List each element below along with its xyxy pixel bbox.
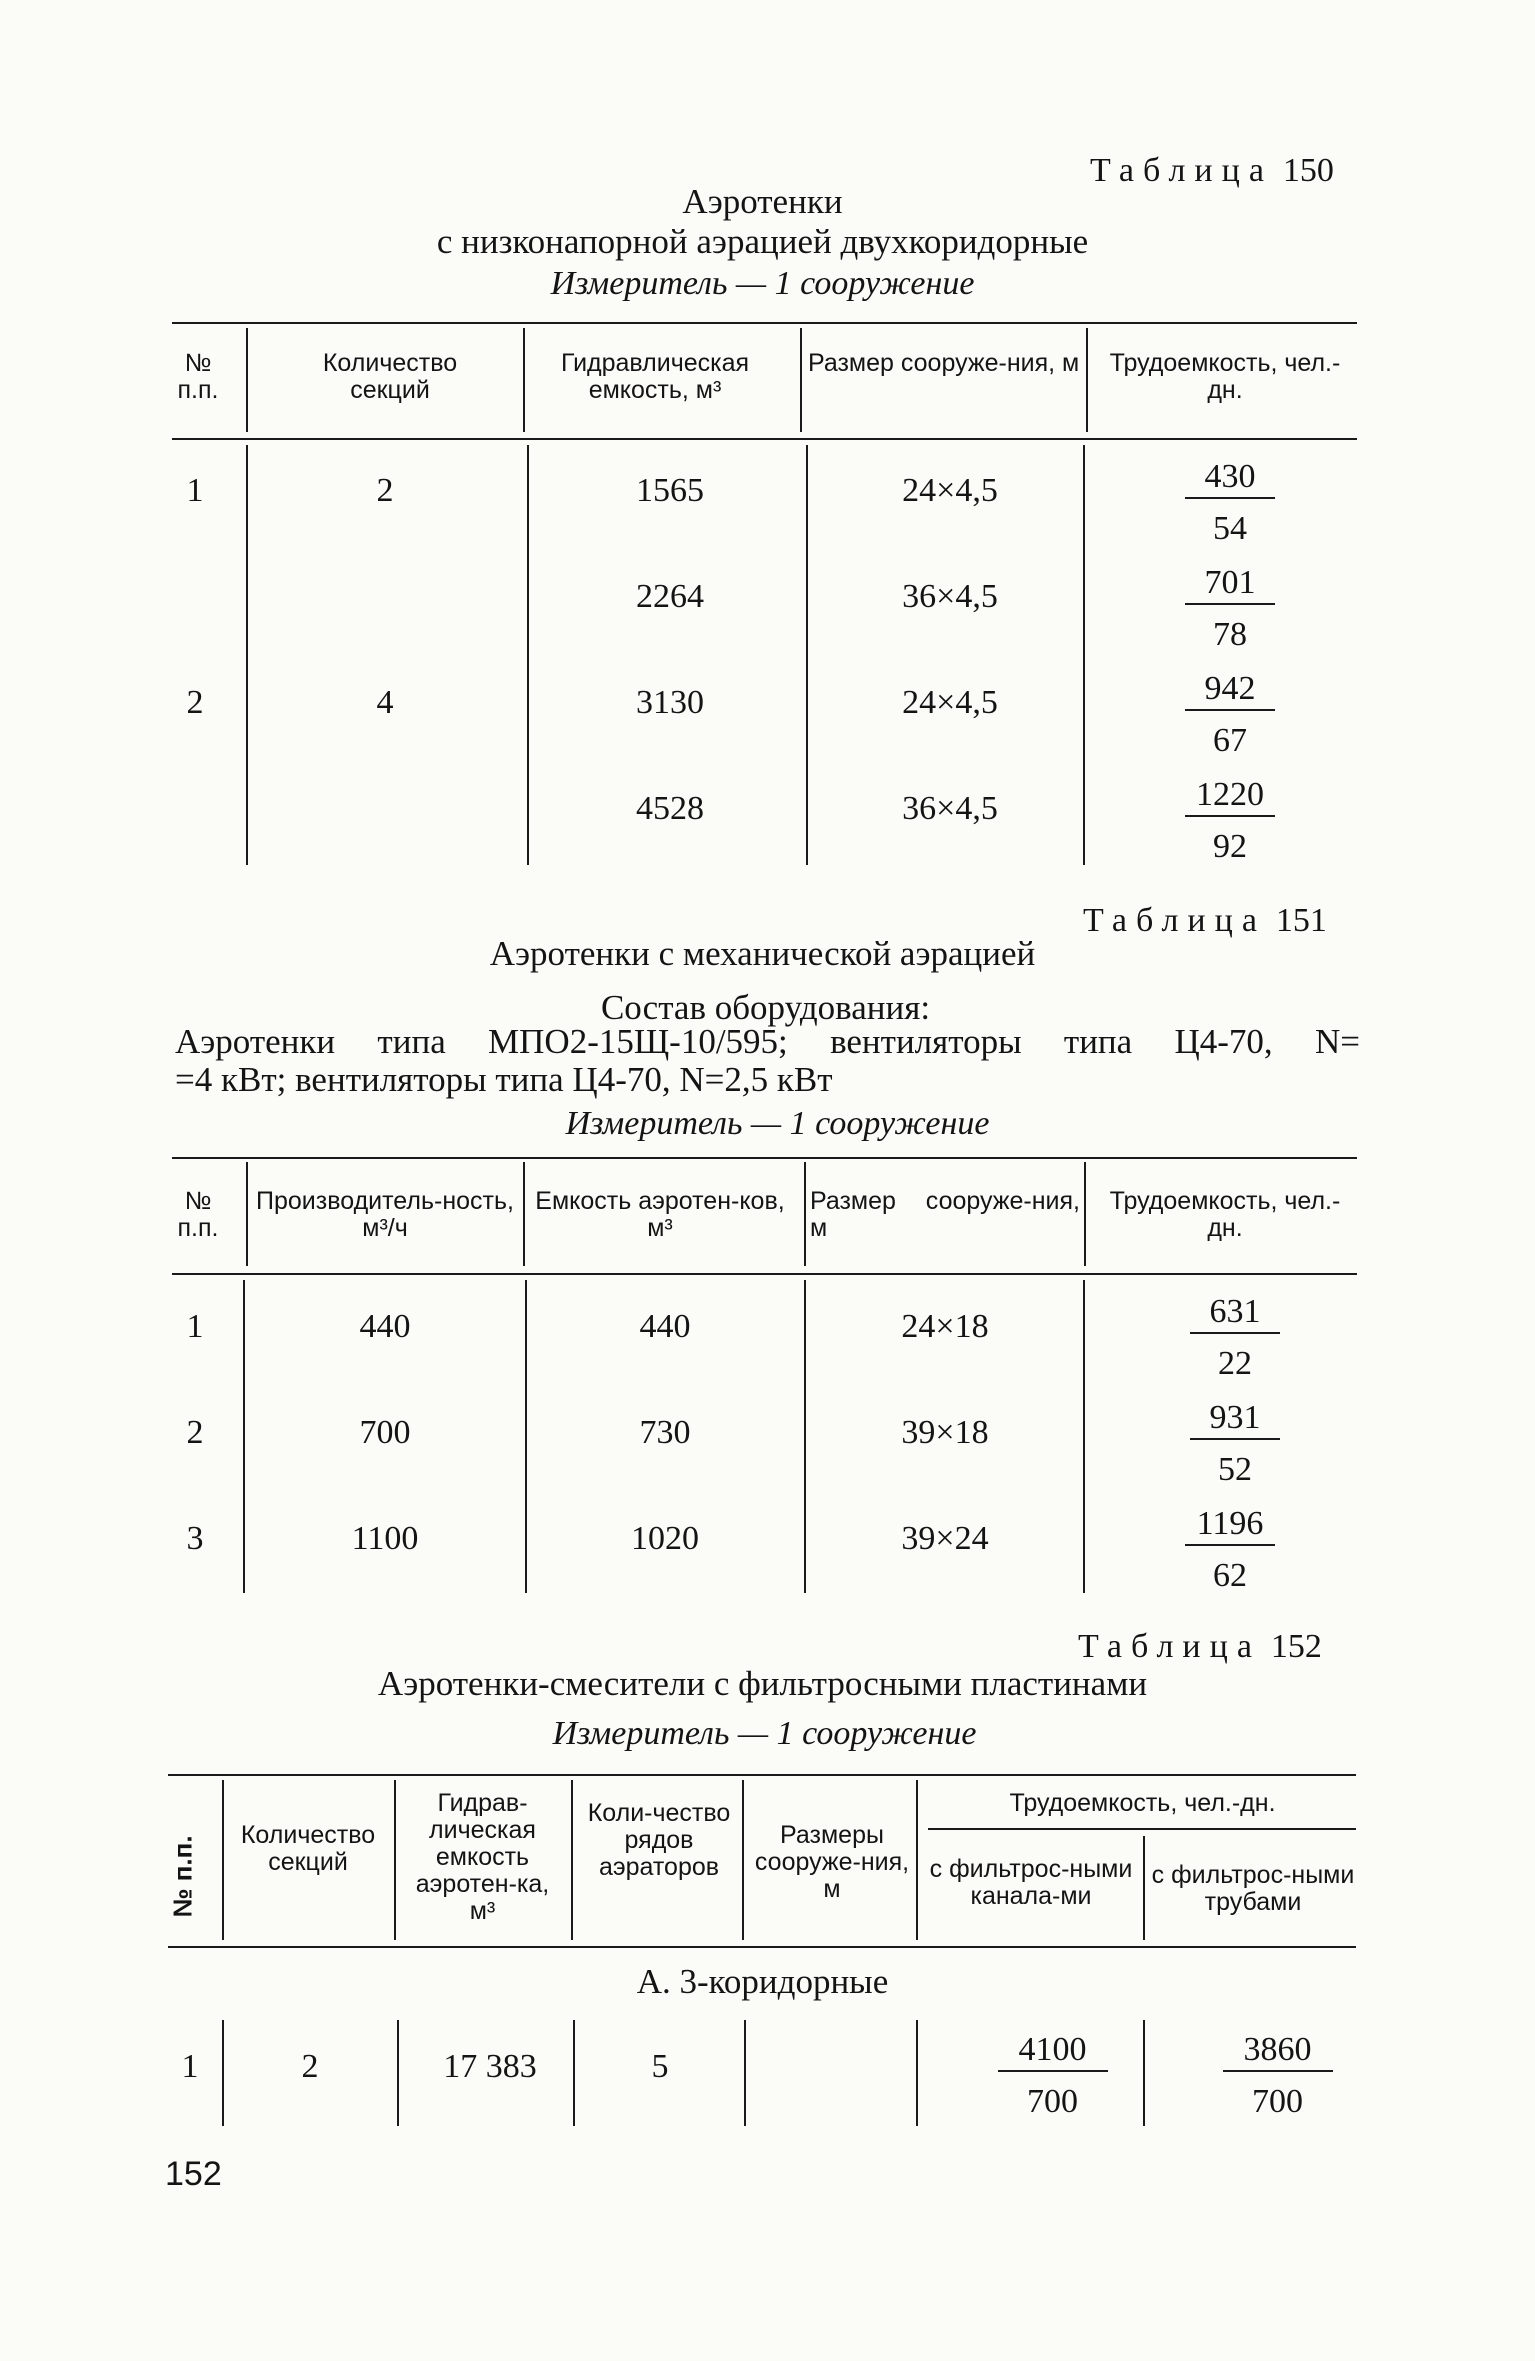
labor-numerator: 1220: [1185, 775, 1275, 817]
header-size: Размер сооруже-ния, м: [810, 1187, 1080, 1242]
header-labor: Трудоемкость, чел.-дн.: [1109, 349, 1341, 404]
labor-numerator: 701: [1185, 563, 1275, 605]
header-no: № п.п.: [167, 1835, 198, 1918]
cell-labor: [1175, 457, 1285, 549]
divider: [1083, 445, 1085, 865]
cell-capacity: 2264: [636, 578, 704, 615]
cell-labor: [1180, 1292, 1290, 1384]
labor-numerator: 942: [1185, 669, 1275, 711]
header-size: Размеры сооруже-ния, м: [754, 1821, 910, 1903]
cell-size: 39×24: [901, 1520, 989, 1557]
divider: [806, 445, 808, 865]
cell-capacity: 17 383: [443, 2048, 537, 2085]
divider: [573, 2020, 575, 2126]
header-sections: Количество секций: [322, 349, 458, 404]
divider: [804, 1280, 806, 1593]
table-150-subtitle: с низконапорной аэрацией двухкоридорные: [436, 222, 1089, 261]
header-no: № п.п.: [177, 1187, 219, 1242]
cell-no: 2: [186, 1414, 204, 1451]
cell-productivity: 700: [359, 1414, 411, 1451]
cell-rows-count: 5: [651, 2048, 669, 2085]
cell-sections: 2: [376, 472, 394, 509]
table-152-title: Аэротенки-смесители с фильтросными пластинами: [377, 1664, 1148, 1703]
table-151-top-rule: [172, 1157, 1357, 1159]
cell-no: 1: [181, 2048, 199, 2085]
table-152-top-rule: [168, 1774, 1356, 1776]
table-label: Таблица: [1090, 152, 1273, 189]
labor-denominator: 700: [1027, 2083, 1078, 2120]
cell-no: 1: [186, 1308, 204, 1345]
cell-labor-pipes: [1200, 2030, 1355, 2122]
divider: [246, 445, 248, 865]
cell-no: 2: [186, 684, 204, 721]
table-151-title: Аэротенки с механической аэрацией: [489, 934, 1036, 973]
cell-size: 24×4,5: [902, 684, 998, 721]
divider: [800, 328, 802, 432]
cell-labor: [1175, 1504, 1285, 1596]
cell-labor: [1180, 1398, 1290, 1490]
header-labor-pipes: с фильтрос-ными трубами: [1151, 1861, 1355, 1916]
table-151-measure: Измеритель — 1 сооружение: [565, 1105, 990, 1142]
divider: [742, 1780, 744, 1940]
divider: [397, 2020, 399, 2126]
cell-capacity: 1020: [631, 1520, 699, 1557]
cell-size: 24×4,5: [902, 472, 998, 509]
cell-labor: [1175, 669, 1285, 761]
divider: [1084, 1162, 1086, 1266]
labor-numerator: 3860: [1223, 2030, 1333, 2072]
header-no: № п.п.: [177, 349, 219, 404]
cell-sections: 4: [376, 684, 394, 721]
table-150-title: Аэротенки: [682, 182, 843, 221]
labor-denominator: 54: [1213, 510, 1247, 547]
cell-labor: [1175, 775, 1285, 867]
cell-productivity: 440: [359, 1308, 411, 1345]
divider: [527, 445, 529, 865]
cell-capacity: 730: [639, 1414, 691, 1451]
divider: [523, 1162, 525, 1266]
labor-denominator: 92: [1213, 828, 1247, 865]
cell-capacity: 3130: [636, 684, 704, 721]
header-capacity: Гидрав-лическая емкость аэротен-ка, м³: [415, 1789, 550, 1925]
cell-labor: [1175, 563, 1285, 655]
cell-productivity: 1100: [351, 1520, 419, 1557]
cell-no: 1: [186, 472, 204, 509]
labor-numerator: 430: [1185, 457, 1275, 499]
divider: [246, 1162, 248, 1266]
table-152-measure: Измеритель — 1 сооружение: [552, 1715, 977, 1752]
cell-size: 24×18: [901, 1308, 989, 1345]
divider: [1143, 1836, 1145, 1940]
table-152-header-rule: [168, 1946, 1356, 1948]
cell-capacity: 1565: [636, 472, 704, 509]
equipment-line-2: =4 кВт; вентиляторы типа Ц4-70, N=2,5 кВт: [175, 1060, 833, 1099]
cell-size: 36×4,5: [902, 578, 998, 615]
divider: [1083, 1280, 1085, 1593]
table-151-header-rule: [172, 1273, 1357, 1275]
labor-numerator: 931: [1190, 1398, 1280, 1440]
divider: [1143, 2020, 1145, 2126]
divider: [744, 2020, 746, 2126]
cell-capacity: 4528: [636, 790, 704, 827]
divider: [246, 328, 248, 432]
divider: [394, 1780, 396, 1940]
header-capacity: Гидравлическая емкость, м³: [560, 349, 750, 404]
header-productivity: Производитель-ность, м³/ч: [256, 1187, 514, 1242]
header-labor: Трудоемкость, чел.-дн.: [1009, 1789, 1276, 1817]
table-number: 151: [1275, 902, 1327, 939]
labor-denominator: 67: [1213, 722, 1247, 759]
table-150-top-rule: [172, 322, 1357, 324]
cell-capacity: 440: [639, 1308, 691, 1345]
header-sections: Количество секций: [240, 1821, 376, 1876]
labor-denominator: 52: [1218, 1451, 1252, 1488]
header-rows-count: Коли-чество рядов аэраторов: [587, 1799, 731, 1881]
divider: [243, 1280, 245, 1593]
divider: [571, 1780, 573, 1940]
labor-denominator: 78: [1213, 616, 1247, 653]
table-label: Таблица: [1083, 902, 1266, 939]
cell-labor-channels: [975, 2030, 1130, 2122]
labor-denominator: 62: [1213, 1557, 1247, 1594]
table-number: 150: [1282, 152, 1334, 189]
table-150-header-rule: [172, 438, 1357, 440]
divider: [804, 1162, 806, 1266]
table-label: Таблица: [1078, 1628, 1261, 1665]
table-152-caption: [1078, 1628, 1322, 1666]
divider: [523, 328, 525, 432]
divider: [916, 1780, 918, 1940]
labor-numerator: 4100: [998, 2030, 1108, 2072]
header-labor: Трудоемкость, чел.-дн.: [1109, 1187, 1341, 1242]
labor-subheader-rule: [928, 1828, 1356, 1830]
cell-no: 3: [186, 1520, 204, 1557]
divider: [222, 2020, 224, 2126]
divider: [1086, 328, 1088, 432]
labor-denominator: 700: [1252, 2083, 1303, 2120]
cell-sections: 2: [301, 2048, 319, 2085]
header-size: Размер сооруже-ния, м: [808, 349, 1080, 377]
divider: [525, 1280, 527, 1593]
table-150-measure: Измеритель — 1 сооружение: [550, 265, 975, 302]
equipment-line-1: Аэротенки типа МПО2-15Щ-10/595; вентиляторы типа Ц4-70, N=: [175, 1022, 1360, 1061]
cell-size: 36×4,5: [902, 790, 998, 827]
section-a-title: А. 3-коридорные: [636, 1962, 889, 2001]
labor-numerator: 1196: [1185, 1504, 1275, 1546]
cell-size: 39×18: [901, 1414, 989, 1451]
divider: [916, 2020, 918, 2126]
page-number: 152: [165, 2155, 222, 2193]
table-number: 152: [1270, 1628, 1322, 1665]
labor-denominator: 22: [1218, 1345, 1252, 1382]
equipment-title: Состав оборудования:: [600, 988, 931, 1027]
labor-numerator: 631: [1190, 1292, 1280, 1334]
header-capacity: Емкость аэротен-ков, м³: [535, 1187, 785, 1242]
header-labor-channels: с фильтрос-ными канала-ми: [929, 1855, 1133, 1910]
